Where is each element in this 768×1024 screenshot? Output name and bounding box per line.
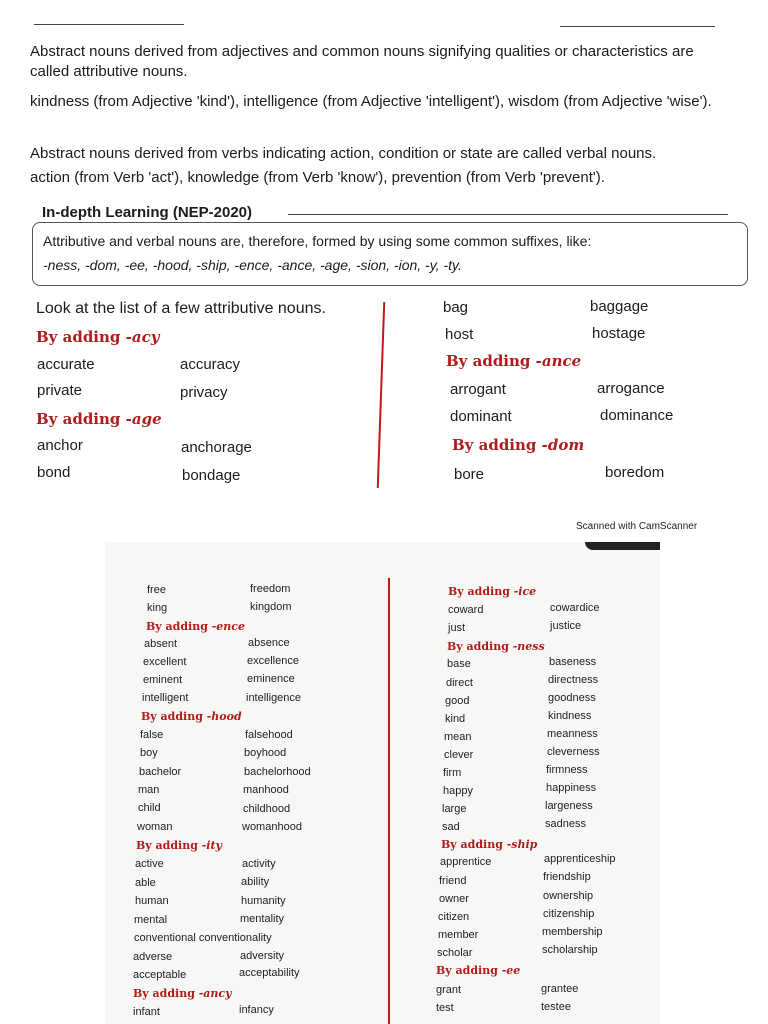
p2-mental: mental bbox=[134, 914, 168, 926]
heading-age bbox=[36, 410, 162, 428]
heading-acy bbox=[36, 328, 159, 346]
p2-absent: absent bbox=[144, 638, 178, 650]
p2-test: test bbox=[436, 1002, 454, 1014]
p2-coward: coward bbox=[448, 604, 484, 616]
p2-good: good bbox=[445, 695, 470, 707]
word-anchorage: anchorage bbox=[181, 439, 252, 456]
p2-acceptable: acceptable bbox=[133, 969, 187, 981]
p2-heading-ship-prefix: By adding bbox=[441, 838, 507, 851]
p2-heading-ancy-prefix: By adding bbox=[133, 987, 199, 1000]
p2-king: king bbox=[147, 602, 168, 614]
p2-firm: firm bbox=[443, 767, 462, 779]
heading-dom bbox=[452, 436, 584, 454]
learning-title-rule bbox=[288, 214, 728, 215]
heading-ance-suffix: -ance bbox=[535, 352, 582, 370]
page1-divider bbox=[377, 302, 385, 488]
p2-excellent: excellent bbox=[143, 656, 187, 668]
p2-boyhood: boyhood bbox=[244, 747, 287, 759]
p2-bachelorhood: bachelorhood bbox=[244, 766, 311, 778]
p2-goodness: goodness bbox=[548, 692, 596, 704]
p2-absence: absence bbox=[248, 637, 290, 649]
p2-mean: mean bbox=[444, 731, 472, 743]
heading-ance bbox=[446, 352, 581, 370]
heading-age-prefix: By adding bbox=[36, 410, 126, 428]
intro-paragraph-4: action (from Verb 'act'), knowledge (from Verb 'know'), prevention (from Verb 'prevent'). bbox=[30, 169, 605, 186]
p2-membership: membership bbox=[542, 926, 603, 938]
p2-conventional: conventional conventionality bbox=[134, 932, 272, 944]
p2-kind: kind bbox=[445, 713, 466, 725]
p2-heading-ice-prefix: By adding bbox=[448, 585, 514, 598]
p2-heading-ship-suffix: -ship bbox=[506, 838, 538, 851]
p2-clever: clever bbox=[444, 749, 474, 761]
p2-false: false bbox=[140, 729, 164, 741]
word-privacy: privacy bbox=[180, 384, 228, 401]
word-baggage: baggage bbox=[590, 298, 649, 315]
p2-freedom: freedom bbox=[250, 583, 291, 595]
p2-child: child bbox=[138, 802, 161, 814]
word-boredom: boredom bbox=[605, 464, 665, 481]
p2-kindness: kindness bbox=[548, 710, 592, 722]
p2-heading-ee-prefix: By adding bbox=[436, 964, 502, 977]
p2-heading-ence-suffix: -ence bbox=[211, 620, 245, 633]
word-dominant: dominant bbox=[450, 408, 512, 425]
p2-heading-ity-prefix: By adding bbox=[136, 839, 202, 852]
p2-kingdom: kingdom bbox=[250, 601, 292, 613]
p2-heading-ee bbox=[436, 964, 520, 977]
p2-adverse: adverse bbox=[133, 951, 173, 963]
p2-boy: boy bbox=[140, 747, 158, 759]
p2-firmness: firmness bbox=[546, 764, 588, 776]
p2-infant: infant bbox=[133, 1006, 160, 1018]
word-private: private bbox=[37, 382, 83, 399]
p2-heading-ice bbox=[448, 585, 536, 598]
p2-member: member bbox=[438, 929, 479, 941]
heading-acy-prefix: By adding bbox=[36, 328, 126, 346]
p2-ability: ability bbox=[241, 876, 270, 888]
p2-heading-ness bbox=[447, 640, 545, 653]
learning-title: In-depth Learning (NEP-2020) bbox=[42, 204, 253, 221]
p2-heading-ice-suffix: -ice bbox=[513, 585, 537, 598]
p2-friendship: friendship bbox=[543, 871, 591, 883]
p2-directness: directness bbox=[548, 674, 599, 686]
p2-mentality: mentality bbox=[240, 913, 285, 925]
word-anchor: anchor bbox=[37, 437, 83, 454]
p2-heading-ence bbox=[146, 620, 245, 633]
p2-heading-ity-suffix: -ity bbox=[201, 839, 222, 852]
p2-heading-hood bbox=[141, 710, 242, 723]
p2-heading-ence-prefix: By adding bbox=[146, 620, 212, 633]
p2-heading-ancy bbox=[133, 987, 232, 1000]
list-intro: Look at the list of a few attributive nouns. bbox=[36, 300, 326, 317]
p2-cleverness: cleverness bbox=[547, 746, 600, 758]
page2-corner-shadow bbox=[585, 542, 660, 550]
word-arrogance: arrogance bbox=[597, 380, 665, 397]
p2-apprentice: apprentice bbox=[440, 856, 492, 868]
intro-paragraph-2: kindness (from Adjective 'kind'), intelligence (from Adjective 'intelligent'), wisdom (from Adjective 'wise'). bbox=[30, 93, 712, 110]
word-accurate: accurate bbox=[37, 356, 95, 373]
p2-human: human bbox=[135, 895, 169, 907]
p2-sad: sad bbox=[442, 821, 460, 833]
p2-intelligence: intelligence bbox=[246, 692, 302, 704]
word-arrogant: arrogant bbox=[450, 381, 506, 398]
p2-base: base bbox=[447, 658, 471, 670]
p2-active: active bbox=[135, 858, 164, 870]
p2-heading-ancy-suffix: -ancy bbox=[198, 987, 232, 1000]
p2-heading-ity bbox=[136, 839, 222, 852]
p2-baseness: baseness bbox=[549, 656, 597, 668]
p2-happy: happy bbox=[443, 785, 473, 797]
p2-activity: activity bbox=[242, 858, 276, 870]
p2-falsehood: falsehood bbox=[245, 729, 293, 741]
p2-justice: justice bbox=[550, 620, 582, 632]
p2-owner: owner bbox=[439, 893, 469, 905]
learning-line-2: -ness, -dom, -ee, -hood, -ship, -ence, -ance, -age, -sion, -ion, -y, -ty. bbox=[43, 257, 462, 273]
word-bore: bore bbox=[454, 466, 485, 483]
p2-scholarship: scholarship bbox=[542, 944, 598, 956]
p2-acceptability: acceptability bbox=[239, 967, 300, 979]
word-bondage: bondage bbox=[182, 467, 241, 484]
p2-grantee: grantee bbox=[541, 983, 579, 995]
p2-large: large bbox=[442, 803, 467, 815]
p2-friend: friend bbox=[439, 875, 467, 887]
p2-heading-ness-prefix: By adding bbox=[447, 640, 513, 653]
heading-dom-prefix: By adding bbox=[452, 436, 542, 454]
p2-eminence: eminence bbox=[247, 673, 295, 685]
p2-excellence: excellence bbox=[247, 655, 299, 667]
intro-paragraph-3: Abstract nouns derived from verbs indicating action, condition or state are called verbal nouns. bbox=[30, 145, 657, 162]
p2-meanness: meanness bbox=[547, 728, 598, 740]
p2-happiness: happiness bbox=[546, 782, 597, 794]
p2-woman: woman bbox=[137, 821, 173, 833]
p2-adversity: adversity bbox=[240, 950, 285, 962]
p2-just: just bbox=[448, 622, 466, 634]
heading-acy-suffix: -acy bbox=[125, 328, 160, 346]
p2-scholar: scholar bbox=[437, 947, 473, 959]
p2-free: free bbox=[147, 584, 166, 596]
scanner-stamp: Scanned with CamScanner bbox=[576, 521, 698, 532]
top-rule-right bbox=[560, 26, 715, 27]
p2-intelligent: intelligent bbox=[142, 692, 189, 704]
p2-bachelor: bachelor bbox=[139, 766, 182, 778]
p2-citizenship: citizenship bbox=[543, 908, 595, 920]
heading-dom-suffix: -dom bbox=[541, 436, 585, 454]
word-bag: bag bbox=[443, 299, 469, 316]
word-accuracy: accuracy bbox=[180, 356, 241, 373]
p2-sadness: sadness bbox=[545, 818, 586, 830]
p2-eminent: eminent bbox=[143, 674, 183, 686]
top-rule-left bbox=[34, 24, 184, 25]
p2-citizen: citizen bbox=[438, 911, 470, 923]
learning-box bbox=[32, 222, 748, 286]
p2-cowardice: cowardice bbox=[550, 602, 600, 614]
page2-divider bbox=[388, 578, 390, 1024]
word-dominance: dominance bbox=[600, 407, 674, 424]
p2-humanity: humanity bbox=[241, 895, 286, 907]
p2-infancy: infancy bbox=[239, 1004, 274, 1016]
heading-age-suffix: -age bbox=[125, 410, 162, 428]
p2-man: man bbox=[138, 784, 160, 796]
p2-heading-hood-suffix: -hood bbox=[206, 710, 242, 723]
word-hostage: hostage bbox=[592, 325, 646, 342]
p2-testee: testee bbox=[541, 1001, 571, 1013]
p2-largeness: largeness bbox=[545, 800, 593, 812]
p2-heading-ee-suffix: -ee bbox=[501, 964, 521, 977]
p2-womanhood: womanhood bbox=[242, 821, 302, 833]
p2-heading-hood-prefix: By adding bbox=[141, 710, 207, 723]
p2-direct: direct bbox=[446, 677, 473, 689]
learning-line-1: Attributive and verbal nouns are, therefore, formed by using some common suffixes, like: bbox=[43, 233, 592, 249]
p2-heading-ness-suffix: -ness bbox=[512, 640, 545, 653]
intro-paragraph-1: Abstract nouns derived from adjectives and common nouns signifying qualities or characteristics are called attributive nouns. bbox=[30, 43, 694, 80]
p2-able: able bbox=[135, 877, 156, 889]
word-host: host bbox=[445, 326, 474, 343]
p2-apprenticeship: apprenticeship bbox=[544, 853, 616, 865]
p2-manhood: manhood bbox=[243, 784, 289, 796]
p2-grant: grant bbox=[436, 984, 462, 996]
word-bond: bond bbox=[37, 464, 71, 481]
p2-ownership: ownership bbox=[543, 890, 594, 902]
p2-heading-ship bbox=[441, 838, 537, 851]
heading-ance-prefix: By adding bbox=[446, 352, 536, 370]
p2-childhood: childhood bbox=[243, 803, 291, 815]
